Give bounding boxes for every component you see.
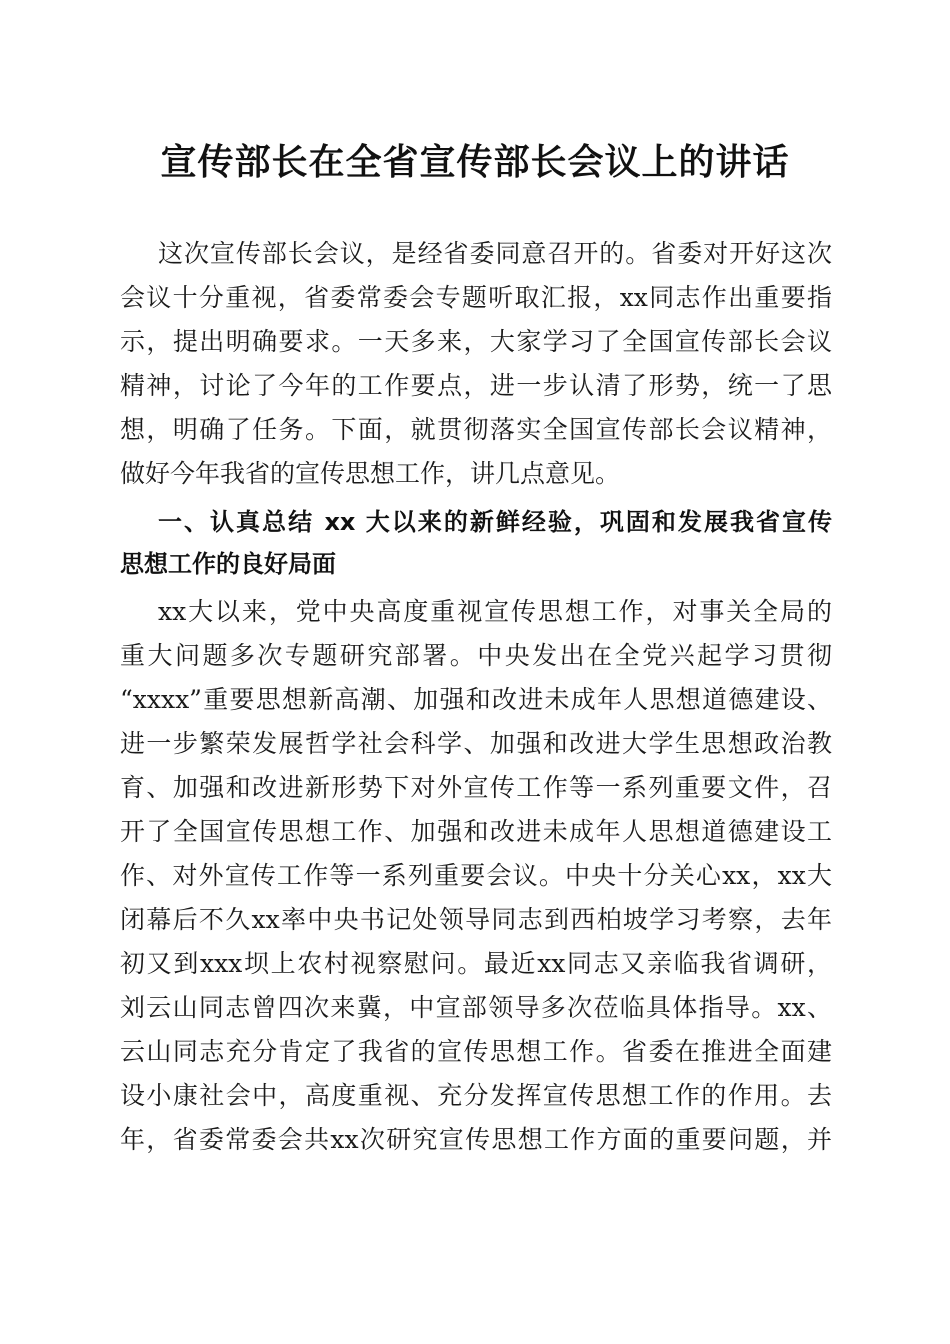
paragraph-line: 示，提出明确要求。一天多来，大家学习了全国宣传部长会议 bbox=[120, 327, 832, 356]
paragraph-line: 开了全国宣传思想工作、加强和改进未成年人思想道德建设工 bbox=[120, 817, 832, 846]
paragraph-line: 这次宣传部长会议，是经省委同意召开的。省委对开好这次 bbox=[158, 239, 832, 268]
paragraph-line: 育、加强和改进新形势下对外宣传工作等一系列重要文件，召 bbox=[120, 773, 832, 802]
paragraph-line: “xxxx”重要思想新高潮、加强和改进未成年人思想道德建设、 bbox=[120, 685, 832, 714]
paragraph-line: 设小康社会中，高度重视、充分发挥宣传思想工作的作用。去 bbox=[120, 1081, 832, 1110]
paragraph-line: 精神，讨论了今年的工作要点，进一步认清了形势，统一了思 bbox=[120, 371, 832, 400]
paragraph-line: 刘云山同志曾四次来冀，中宣部领导多次莅临具体指导。xx、 bbox=[120, 993, 832, 1022]
paragraph-line: 年，省委常委会共xx次研究宣传思想工作方面的重要问题，并 bbox=[120, 1125, 832, 1154]
paragraph-line: 重大问题多次专题研究部署。中央发出在全党兴起学习贯彻 bbox=[120, 641, 832, 670]
paragraph-line: xx大以来，党中央高度重视宣传思想工作，对事关全局的 bbox=[158, 597, 832, 626]
section-heading: 一、认真总结 xx 大以来的新鲜经验，巩固和发展我省宣传 bbox=[158, 508, 832, 536]
paragraph-line: 进一步繁荣发展哲学社会科学、加强和改进大学生思想政治教 bbox=[120, 729, 832, 758]
section-heading: 思想工作的良好局面 bbox=[120, 550, 336, 578]
paragraph-line: 想，明确了任务。下面，就贯彻落实全国宣传部长会议精神， bbox=[120, 415, 832, 444]
paragraph-line: 做好今年我省的宣传思想工作，讲几点意见。 bbox=[120, 459, 621, 488]
paragraph-line: 闭幕后不久xx率中央书记处领导同志到西柏坡学习考察，去年 bbox=[120, 905, 832, 934]
paragraph-line: 初又到xxx坝上农村视察慰问。最近xx同志又亲临我省调研， bbox=[120, 949, 832, 978]
document-title: 宣传部长在全省宣传部长会议上的讲话 bbox=[160, 141, 790, 183]
paragraph-line: 会议十分重视，省委常委会专题听取汇报，xx同志作出重要指 bbox=[120, 283, 832, 312]
paragraph-line: 云山同志充分肯定了我省的宣传思想工作。省委在推进全面建 bbox=[120, 1037, 832, 1066]
paragraph-line: 作、对外宣传工作等一系列重要会议。中央十分关心xx，xx大 bbox=[120, 861, 832, 890]
